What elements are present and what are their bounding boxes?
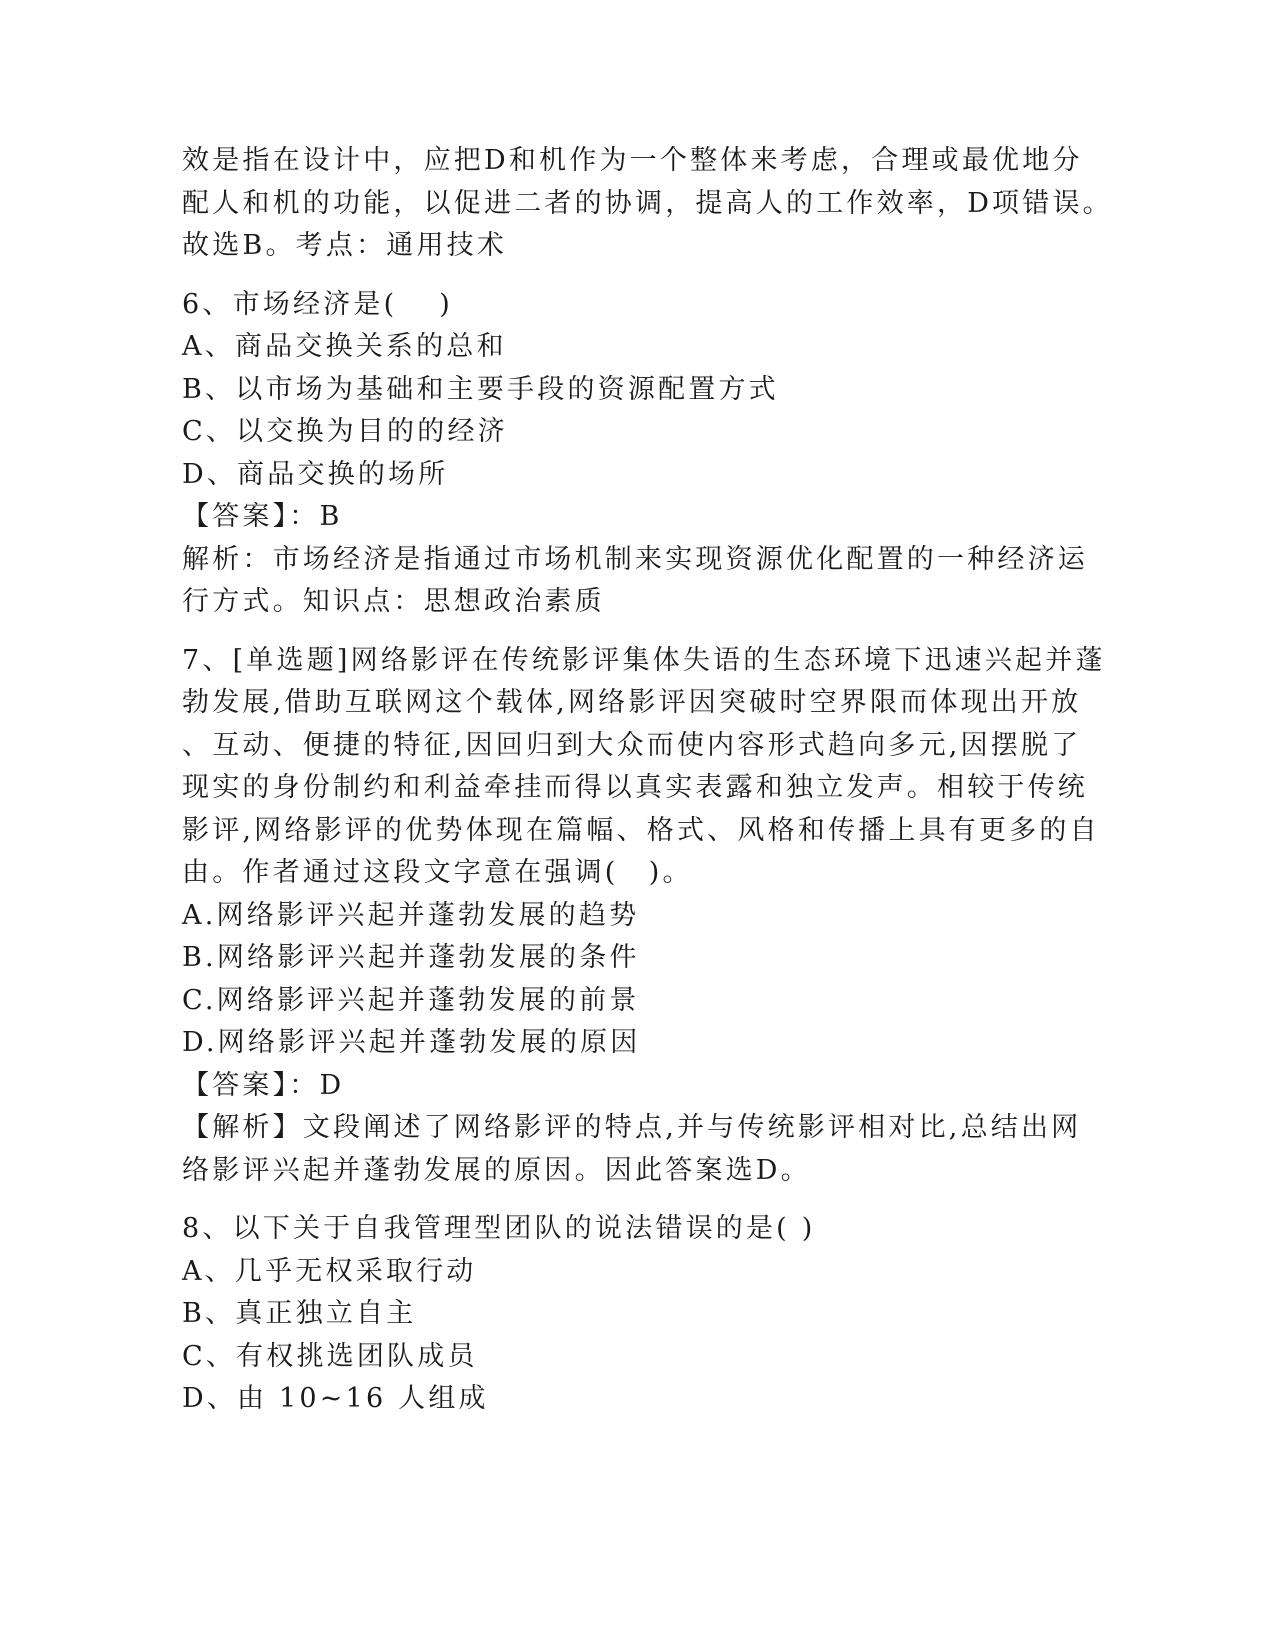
question-stem-line: 7、[单选题]网络影评在传统影评集体失语的生态环境下迅速兴起并蓬 (182, 644, 1106, 676)
analysis-line: 行方式。知识点：思想政治素质 (182, 586, 605, 617)
option-a: A、几乎无权采取行动 (182, 1255, 477, 1287)
option-b: B、以市场为基础和主要手段的资源配置方式 (182, 373, 779, 405)
text-line: 配人和机的功能，以促进二者的协调，提高人的工作效率，D项错误。 (182, 187, 1113, 219)
option-a: A、商品交换关系的总和 (182, 331, 507, 362)
analysis-line: 络影评兴起并蓬勃发展的原因。因此答案选D。 (182, 1154, 811, 1186)
question-6 (182, 284, 1088, 624)
answer: 【答案】：D (182, 1069, 345, 1101)
option-d: D.网络影评兴起并蓬勃发展的原因 (182, 1027, 641, 1058)
analysis-line: 解析：市场经济是指通过市场机制来实现资源优化配置的一种经济运 (182, 543, 1088, 575)
document-page (182, 140, 1113, 1421)
answer: 【答案】：B (182, 501, 343, 532)
question-7 (182, 640, 1106, 1193)
question-stem: 8、以下关于自我管理型团队的说法错误的是( ) (182, 1213, 816, 1244)
question-stem-line: 勃发展,借助互联网这个载体,网络影评因突破时空界限而体现出开放 (182, 687, 1082, 718)
question-stem-line: 、互动、便捷的特征,因回归到大众而使内容形式趋向多元,因摆脱了 (182, 729, 1082, 761)
option-d: D、由 10~16 人组成 (182, 1383, 489, 1414)
question-stem-line: 由。作者通过这段文字意在强调( )。 (182, 857, 693, 888)
question-stem: 6、市场经济是( ) (182, 288, 454, 320)
option-b: B、真正独立自主 (182, 1298, 417, 1329)
option-b: B.网络影评兴起并蓬勃发展的条件 (182, 942, 640, 973)
option-c: C、有权挑选团队成员 (182, 1340, 478, 1372)
option-c: C.网络影评兴起并蓬勃发展的前景 (182, 984, 640, 1016)
intro-paragraph (182, 140, 1113, 268)
analysis-line: 【解析】文段阐述了网络影评的特点,并与传统影评相对比,总结出网 (182, 1112, 1082, 1143)
question-8 (182, 1208, 1062, 1421)
option-c: C、以交换为目的的经济 (182, 416, 508, 447)
option-a: A.网络影评兴起并蓬勃发展的趋势 (182, 899, 640, 931)
question-stem-line: 影评,网络影评的优势体现在篇幅、格式、风格和传播上具有更多的自 (182, 814, 1100, 846)
text-line: 效是指在设计中，应把D和机作为一个整体来考虑，合理或最优地分 (182, 145, 1083, 176)
question-stem-line: 现实的身份制约和利益牵挂而得以真实表露和独立发声。相较于传统 (182, 772, 1088, 803)
text-line: 故选B。考点：通用技术 (182, 230, 508, 261)
option-d: D、商品交换的场所 (182, 458, 449, 490)
